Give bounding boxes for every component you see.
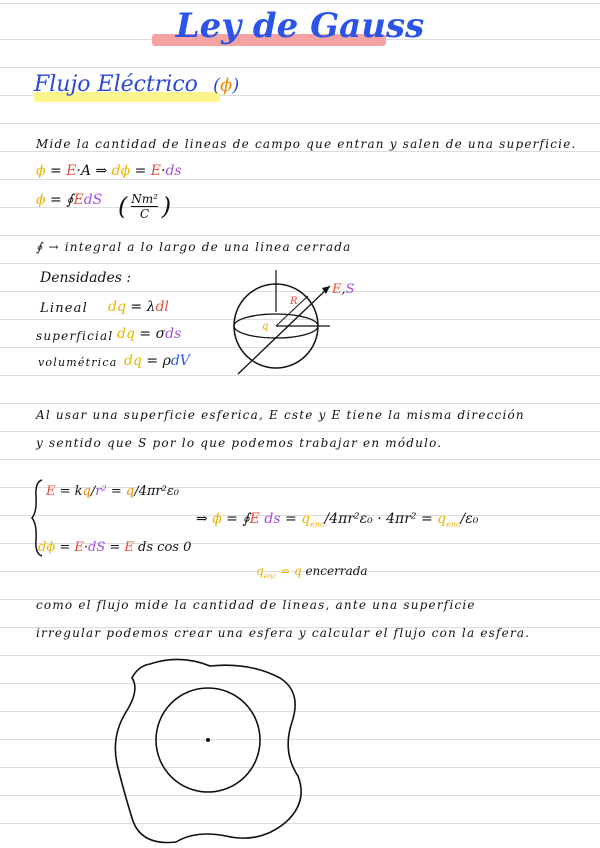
system-line-1: E = kq/r² = q/4πr²ε₀ [46, 484, 180, 499]
sphere-vector-label: E,S [332, 282, 355, 297]
note-line-1: Al usar una superficie esferica, E cste y E tiene la misma dirección [36, 408, 525, 422]
density-surface-label: superficial [36, 329, 114, 343]
sphere-diagram [226, 262, 366, 382]
eq2-rhs: = ∮EdS [50, 192, 103, 208]
system-line-2: dϕ = E·dS = E ds cos 0 [38, 540, 192, 555]
system-result: ⇒ ϕ = ∮E ds = $q_{enc}/4\pi r^2\varepsilon_0 \cdot 4\pi r^2 = q_{enc}/\varepsilon_0$ [196, 511, 479, 529]
closing-line-2: irregular podemos crear una esfera y calcular el flujo con la esfera. [36, 626, 531, 640]
eq1-rhs: = E·ds [134, 163, 182, 179]
note-line-2: y sentido que S por lo que podemos trabajar en módulo. [36, 436, 443, 450]
qenc-note: $q_{enc} = q$ encerrada [256, 564, 368, 581]
irregular-surface-diagram [110, 652, 310, 848]
eq1-mid: = E·A [50, 163, 91, 179]
density-surface-formula: dq = σds [117, 326, 182, 342]
page-title: Ley de Gauss [175, 6, 425, 46]
density-volume-label: volumétrica [38, 356, 118, 369]
eq1-arrow: ⇒ [95, 163, 108, 179]
eq2-phi: ϕ [36, 192, 46, 208]
eq1-dphi: dϕ [111, 163, 131, 179]
sphere-charge-label: q [262, 321, 269, 332]
section-title-text: Flujo Eléctrico [34, 72, 198, 97]
density-linear-formula: dq = λdl [108, 299, 169, 315]
eq2-units: ( $\frac{\text{Nm²}}{C}$ ) [118, 192, 172, 221]
intro-text: Mide la cantidad de lineas de campo que entran y salen de una superficie. [36, 137, 577, 151]
closing-line-1: como el flujo mide la cantidad de lineas, ante una superficie [36, 598, 476, 612]
eq1-phi: ϕ [36, 163, 46, 179]
sphere-radius-label: R [290, 296, 298, 307]
section-title: Flujo Eléctrico (ϕ) [34, 72, 240, 97]
densities-heading: Densidades : [40, 270, 132, 286]
density-linear-label: Lineal [40, 301, 88, 316]
equation-flux-integral [36, 192, 102, 208]
density-volume-formula: dq = ρdV [124, 353, 190, 369]
equation-flux-definition [36, 163, 182, 179]
integral-note: ∮ → integral a lo largo de una linea cerrada [36, 240, 352, 254]
